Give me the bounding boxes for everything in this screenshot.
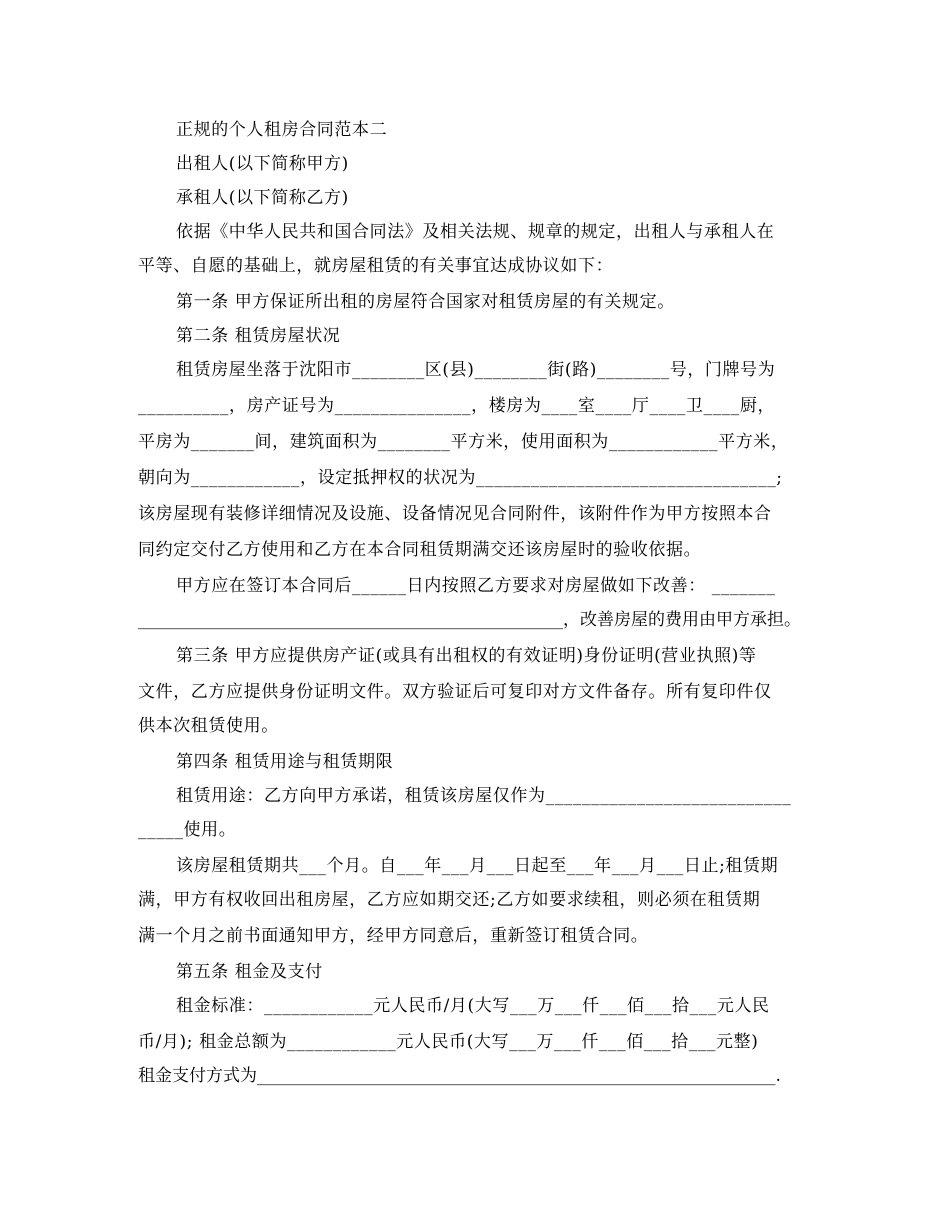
lessee-line: 承租人(以下简称乙方) xyxy=(176,188,349,208)
article-5-heading: 第五条 租金及支付 xyxy=(176,962,323,982)
article-4-heading: 第四条 租赁用途与租赁期限 xyxy=(176,752,394,772)
preamble-line: 平等、自愿的基础上，就房屋租赁的有关事宜达成协议如下： xyxy=(138,256,614,276)
article-3-line: 文件，乙方应提供身份证明文件。双方验证后可复印对方文件备存。所有复印件仅 xyxy=(138,682,772,702)
article-2-line: 平房为_______间，建筑面积为________平方米，使用面积为____________平方米， xyxy=(138,432,789,452)
lessor-line: 出租人(以下简称甲方) xyxy=(176,154,349,174)
article-3-line: 供本次租赁使用。 xyxy=(138,716,279,736)
preamble-line: 依据《中华人民共和国合同法》及相关法规、规章的规定，出租人与承租人在 xyxy=(176,222,775,242)
article-4-line: 该房屋租赁期共___个月。自___年___月___日起至___年___月___日止;租赁期 xyxy=(176,856,779,876)
article-4-line: 租赁用途：乙方向甲方承诺，租赁该房屋仅作为___________________________ xyxy=(176,786,792,806)
article-2-heading: 第二条 租赁房屋状况 xyxy=(176,326,341,346)
document-title: 正规的个人租房合同范本二 xyxy=(176,120,388,140)
article-4-line: 满一个月之前书面通知甲方，经甲方同意后，重新签订租赁合同。 xyxy=(138,926,649,946)
improvement-line: __________________________________________________，改善房屋的费用由甲方承担。 xyxy=(138,610,801,630)
article-2-line: 同约定交付乙方使用和乙方在本合同租赁期满交还该房屋时的验收依据。 xyxy=(138,540,702,560)
article-4-line: _____使用。 xyxy=(138,820,237,840)
article-2-line: __________，房产证号为_______________，楼房为____室____厅____卫____厨， xyxy=(138,396,776,416)
article-3-line: 第三条 甲方应提供房产证(或具有出租权的有效证明)身份证明(营业执照)等 xyxy=(176,646,757,666)
article-5-line: 币/月); 租金总额为____________元人民币(大写___万___仟___佰___拾___元整) xyxy=(138,1032,759,1052)
article-4-line: 满，甲方有权收回出租房屋，乙方应如期交还;乙方如要求续租，则必须在租赁期 xyxy=(138,890,761,910)
improvement-line: 甲方应在签订本合同后______日内按照乙方要求对房屋做如下改善： _______ xyxy=(176,576,776,596)
article-2-line: 租赁房屋坐落于沈阳市________区(县)________街(路)________号，门牌号为 xyxy=(176,360,776,380)
article-5-line: 租金标准：____________元人民币/月(大写___万___仟___佰___拾___元人民 xyxy=(176,996,770,1016)
article-2-line: 该房屋现有装修详细情况及设施、设备情况见合同附件，该附件作为甲方按照本合 xyxy=(138,504,772,524)
article-5-line: 租金支付方式为_____________________________________________________________. xyxy=(138,1066,781,1086)
article-2-line: 朝向为____________，设定抵押权的状况为_________________________________; xyxy=(138,468,783,488)
article-1: 第一条 甲方保证所出租的房屋符合国家对租赁房屋的有关规定。 xyxy=(176,292,675,312)
